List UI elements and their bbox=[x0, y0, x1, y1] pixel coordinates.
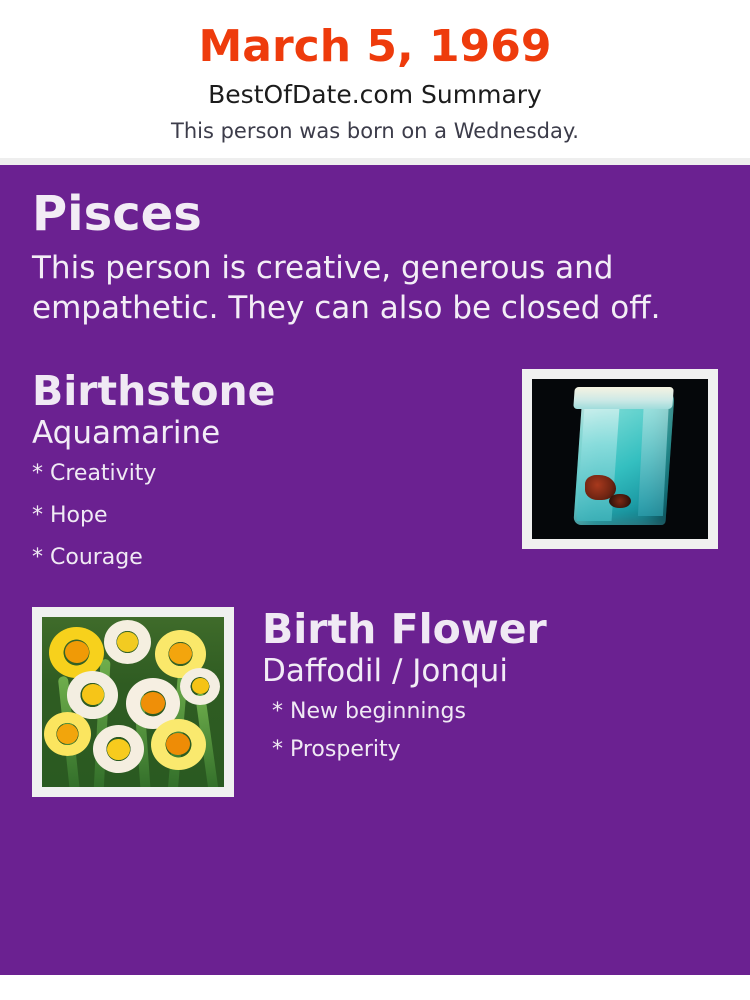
zodiac-description: This person is creative, generous and empathetic. They can also be closed off. bbox=[32, 250, 661, 326]
daffodil bbox=[44, 712, 91, 756]
daffodil bbox=[151, 719, 206, 770]
zodiac-sign-name: Pisces bbox=[32, 185, 202, 242]
birthstone-trait: * Creativity bbox=[32, 460, 157, 486]
birth-flower-text bbox=[234, 604, 718, 777]
birthstone-title: Birthstone bbox=[32, 366, 276, 415]
daffodil bbox=[67, 671, 118, 719]
aquamarine-crystal-image bbox=[532, 379, 708, 539]
daffodil bbox=[104, 620, 151, 664]
birth-flower-name: Daffodil / Jonqui bbox=[262, 652, 508, 689]
birth-flower-section bbox=[32, 604, 718, 797]
birthstone-trait: * Courage bbox=[32, 545, 143, 571]
daffodil bbox=[180, 668, 220, 705]
crystal-inclusion bbox=[609, 494, 630, 508]
page-title: March 5, 1969 bbox=[198, 21, 552, 72]
daffodil-cup bbox=[107, 739, 129, 760]
daffodil bbox=[93, 725, 144, 773]
birthstone-name: Aquamarine bbox=[32, 414, 221, 451]
crystal-top bbox=[573, 387, 673, 409]
daffodil-cup bbox=[65, 641, 89, 663]
birth-flower-trait: * Prosperity bbox=[272, 737, 401, 763]
birthstone-text bbox=[32, 366, 510, 589]
daffodil-cup bbox=[169, 643, 191, 664]
header bbox=[0, 0, 750, 158]
birthstone-section bbox=[32, 366, 718, 589]
daffodil-flowers-image bbox=[42, 617, 224, 787]
birthstone-trait: * Hope bbox=[32, 503, 108, 529]
header-divider bbox=[0, 158, 750, 165]
daffodil bbox=[49, 627, 104, 678]
details-panel bbox=[0, 165, 750, 975]
zodiac-section bbox=[32, 185, 718, 329]
birth-flower-image-frame bbox=[32, 607, 234, 797]
birth-flower-title: Birth Flower bbox=[262, 604, 547, 653]
birthstone-image-frame bbox=[522, 369, 718, 549]
site-summary-label: BestOfDate.com Summary bbox=[208, 80, 542, 110]
birth-day-note: This person was born on a Wednesday. bbox=[171, 118, 579, 143]
daffodil-cup bbox=[57, 724, 78, 743]
daffodil-cup bbox=[117, 632, 138, 651]
birth-flower-trait: * New beginnings bbox=[272, 698, 466, 724]
